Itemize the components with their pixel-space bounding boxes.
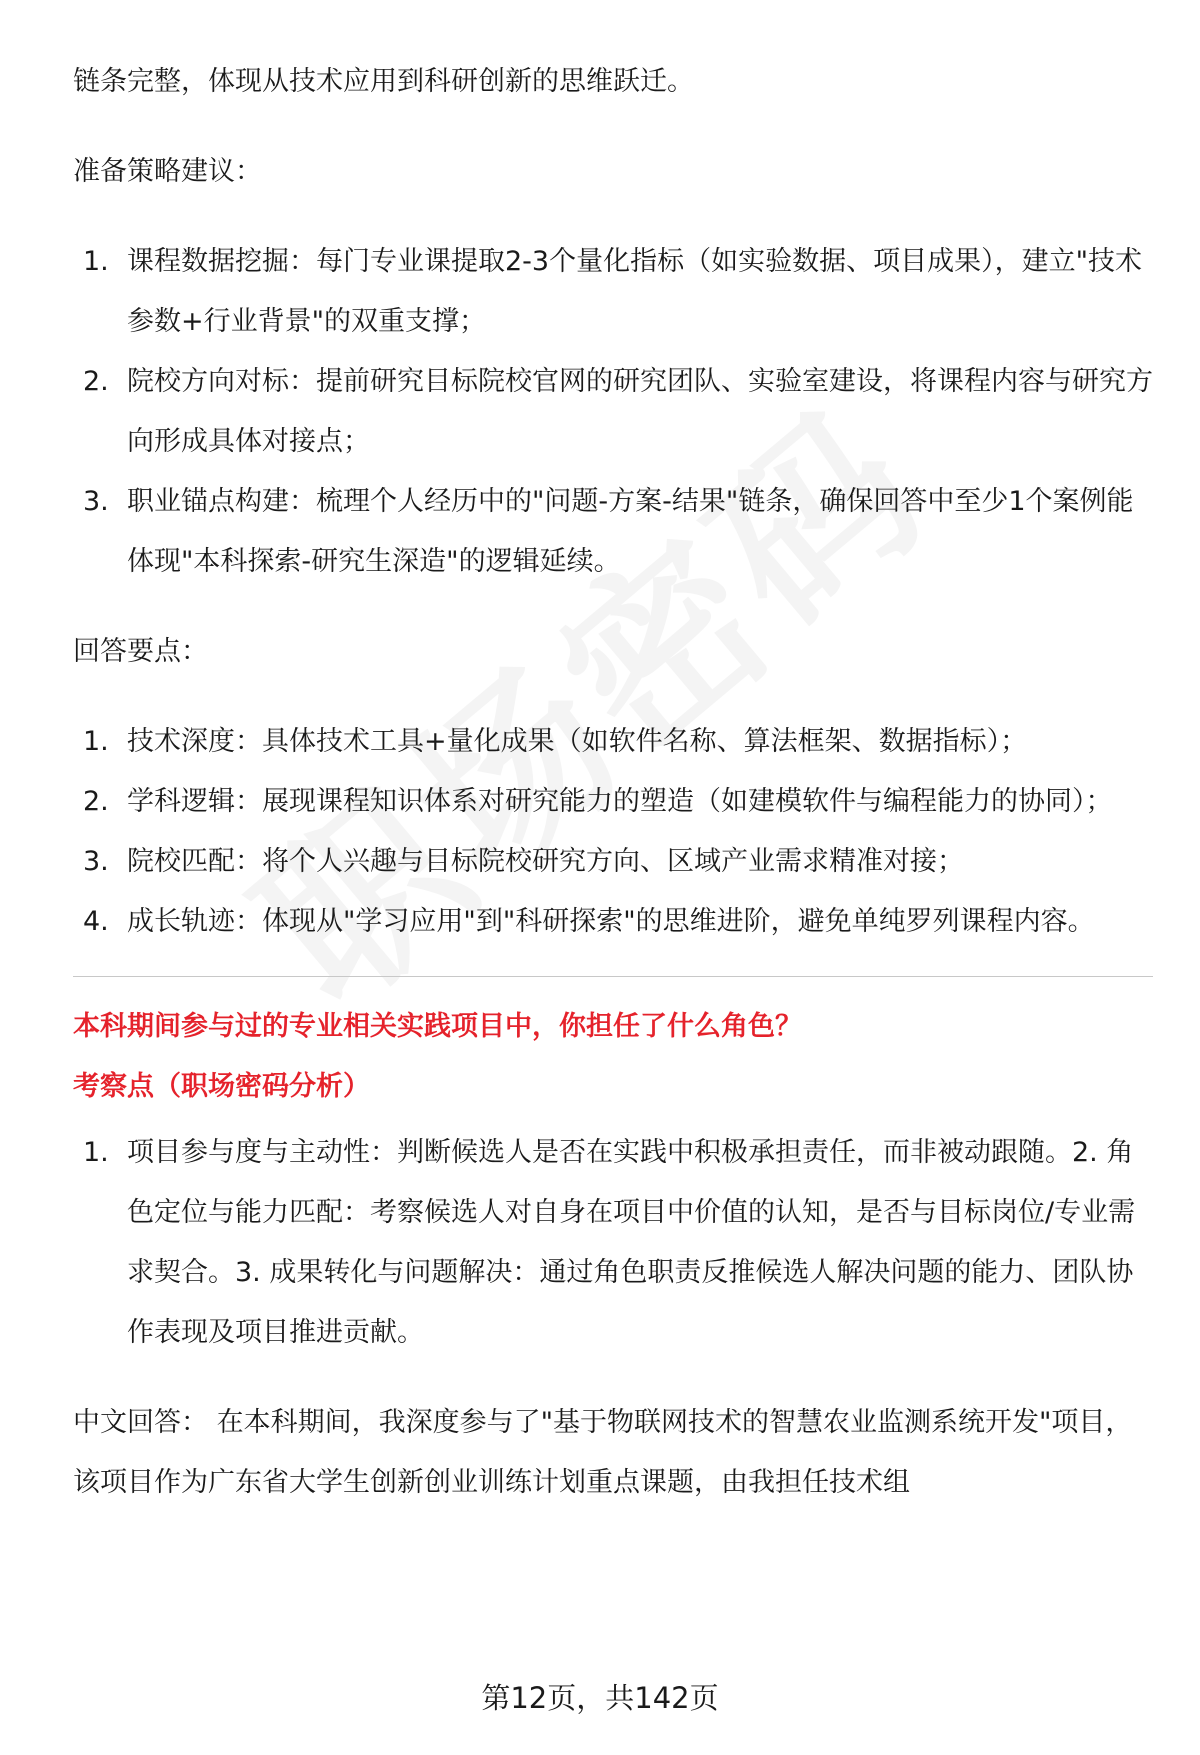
strategy-heading: 准备策略建议： bbox=[73, 156, 262, 187]
list-item bbox=[73, 832, 1153, 892]
list-number: 3. bbox=[83, 486, 109, 517]
list-number: 2. bbox=[83, 366, 109, 397]
list-item-text: 成长轨迹：体现从"学习应用"到"科研探索"的思维进阶，避免单纯罗列课程内容。 bbox=[127, 906, 1095, 937]
list-item bbox=[73, 772, 1153, 832]
list-item-text: 项目参与度与主动性：判断候选人是否在实践中积极承担责任，而非被动跟随。2. 角色定位与能力匹配：考察候选人对自身在项目中价值的认知，是否与目标岗位/专业需求契合。3. 成果转化与问题解决：通过角色职责反推候选人解决问题的能力、团队协作表现及项目推进贡献。 bbox=[127, 1137, 1136, 1348]
list-item bbox=[73, 232, 1153, 352]
list-number: 2. bbox=[83, 786, 109, 817]
list-number: 1. bbox=[83, 1137, 109, 1168]
page-footer: 第12页，共142页 bbox=[481, 1681, 719, 1715]
list-item-text: 课程数据挖掘：每门专业课提取2-3个量化指标（如实验数据、项目成果），建立"技术参数+行业背景"的双重支撑； bbox=[127, 246, 1143, 337]
list-item bbox=[73, 472, 1153, 592]
list-item-text: 院校方向对标：提前研究目标院校官网的研究团队、实验室建设，将课程内容与研究方向形成具体对接点； bbox=[127, 366, 1153, 457]
list-item bbox=[73, 352, 1153, 472]
list-number: 4. bbox=[83, 906, 109, 937]
list-item-text: 职业锚点构建：梳理个人经历中的"问题-方案-结果"链条，确保回答中至少1个案例能体现"本科探索-研究生深造"的逻辑延续。 bbox=[127, 486, 1134, 577]
question-subtitle: 考察点（职场密码分析） bbox=[73, 1071, 370, 1102]
question-title: 本科期间参与过的专业相关实践项目中，你担任了什么角色？ bbox=[73, 1011, 802, 1042]
list-item bbox=[73, 712, 1153, 772]
strategy-list bbox=[73, 232, 1153, 592]
list-item bbox=[73, 892, 1153, 952]
list-number: 1. bbox=[83, 246, 109, 277]
list-number: 1. bbox=[83, 726, 109, 757]
key-points-heading: 回答要点： bbox=[73, 636, 208, 667]
list-item-text: 学科逻辑：展现课程知识体系对研究能力的塑造（如建模软件与编程能力的协同）； bbox=[127, 786, 1113, 817]
list-number: 3. bbox=[83, 846, 109, 877]
list-item-text: 院校匹配：将个人兴趣与目标院校研究方向、区域产业需求精准对接； bbox=[127, 846, 964, 877]
key-points-list bbox=[73, 712, 1153, 952]
section-divider bbox=[73, 976, 1153, 977]
assessment-list bbox=[73, 1123, 1153, 1363]
chinese-answer-paragraph: 中文回答： 在本科期间，我深度参与了"基于物联网技术的智慧农业监测系统开发"项目，该项目作为广东省大学生创新创业训练计划重点课题，由我担任技术组 bbox=[73, 1407, 1133, 1498]
list-item bbox=[73, 1123, 1153, 1363]
page-content bbox=[73, 52, 1153, 1513]
intro-tail-paragraph: 链条完整，体现从技术应用到科研创新的思维跃迁。 bbox=[73, 66, 694, 97]
list-item-text: 技术深度：具体技术工具+量化成果（如软件名称、算法框架、数据指标）； bbox=[127, 726, 1028, 757]
